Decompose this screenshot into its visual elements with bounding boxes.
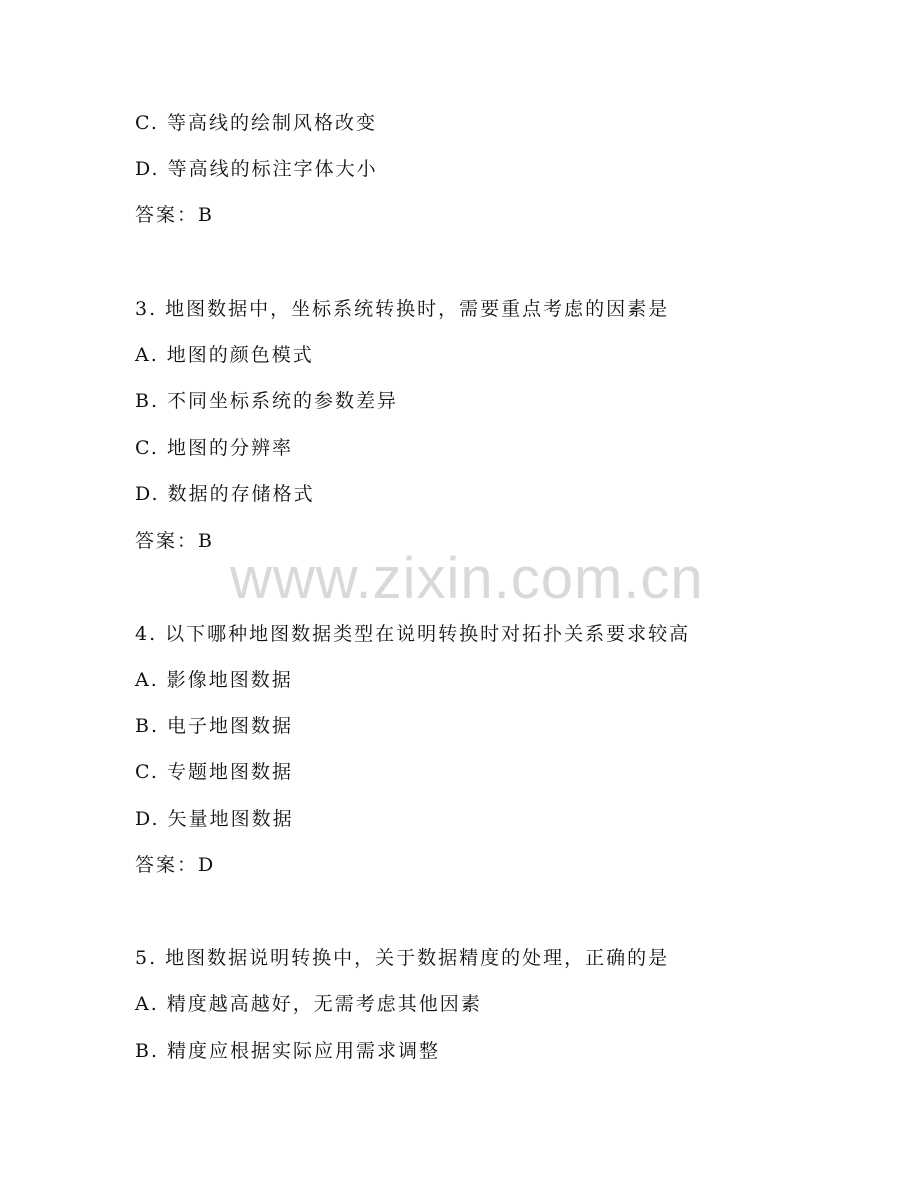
q3-question: 3. 地图数据中，坐标系统转换时，需要重点考虑的因素是	[135, 298, 670, 320]
q4-option-a: A. 影像地图数据	[135, 669, 293, 691]
q2-option-c: C. 等高线的绘制风格改变	[135, 112, 377, 134]
q4-option-c: C. 专题地图数据	[135, 761, 293, 783]
q4-option-d: D. 矢量地图数据	[135, 808, 294, 830]
q5-question: 5. 地图数据说明转换中，关于数据精度的处理，正确的是	[135, 947, 670, 969]
watermark: www.zixin.com.cn	[230, 546, 704, 611]
q2-option-d: D. 等高线的标注字体大小	[135, 158, 378, 180]
q3-option-b: B. 不同坐标系统的参数差异	[135, 390, 399, 412]
q3-option-a: A. 地图的颜色模式	[135, 344, 314, 366]
q4-question: 4. 以下哪种地图数据类型在说明转换时对拓扑关系要求较高	[135, 623, 691, 645]
q4-answer: 答案：D	[135, 854, 216, 876]
q5-option-b: B. 精度应根据实际应用需求调整	[135, 1040, 441, 1062]
q3-answer: 答案：B	[135, 530, 214, 552]
q5-option-a: A. 精度越高越好，无需考虑其他因素	[135, 993, 482, 1015]
q3-option-d: D. 数据的存储格式	[135, 483, 315, 505]
q3-option-c: C. 地图的分辨率	[135, 437, 293, 459]
q2-answer: 答案：B	[135, 204, 214, 226]
q4-option-b: B. 电子地图数据	[135, 715, 294, 737]
